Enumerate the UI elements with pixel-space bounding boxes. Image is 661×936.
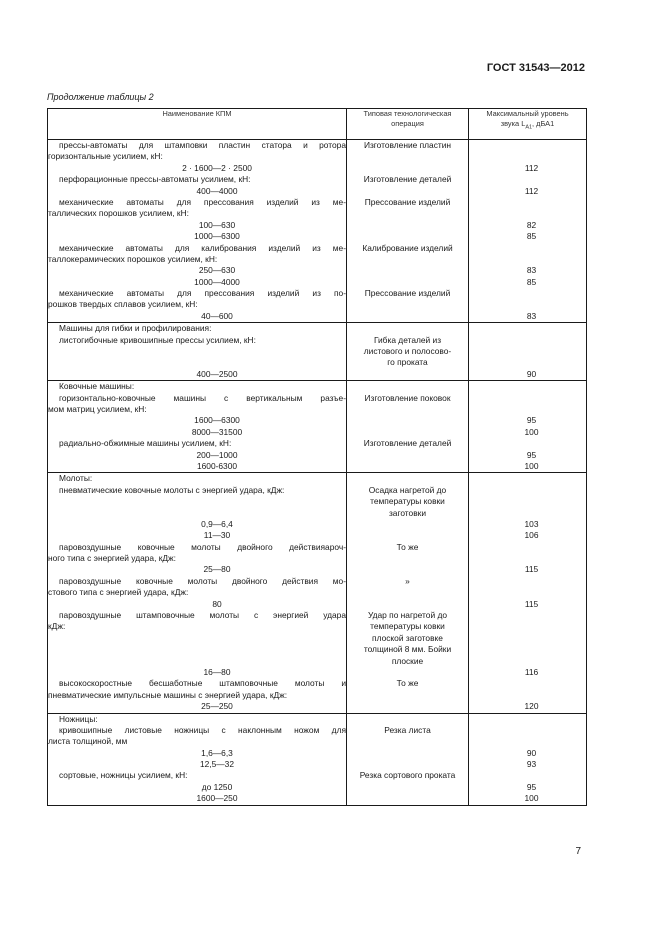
noise-level — [469, 404, 586, 415]
table-header-row — [48, 109, 587, 140]
operation-text — [347, 748, 468, 759]
operation-text — [347, 369, 468, 380]
operation-text — [347, 530, 468, 541]
row-value-range: 1600—6300 — [194, 415, 240, 426]
row-text: горизонтальные усилием, кН: — [48, 151, 163, 162]
group-forging-machines-operations — [347, 381, 469, 473]
row-text: пневматические ковочные молоты с энергией удара, кДж: — [59, 484, 285, 495]
group-heading: Машины для гибки и профилирования: — [59, 323, 212, 334]
row-text: радиально-обжимные машины усилием, кН: — [59, 438, 232, 449]
header-kpm-name: Наименование КПМ — [48, 109, 347, 140]
operation-text — [347, 701, 468, 712]
group-shears-noise — [469, 713, 587, 805]
noise-level: 112 — [524, 162, 539, 173]
noise-level: 116 — [524, 666, 539, 677]
operation-text — [347, 299, 468, 310]
header-operation — [347, 109, 469, 140]
operation-text — [347, 220, 468, 231]
row-text: перфорационные прессы-автоматы усилием, кН: — [59, 174, 251, 185]
noise-level: 115 — [524, 564, 539, 575]
operation-text — [347, 208, 468, 219]
operation-text: Изготовление деталей — [363, 174, 452, 185]
group-presses-automats-operations — [347, 140, 469, 323]
row-text — [48, 644, 346, 655]
row-text: кДж: — [48, 621, 66, 632]
operation-text — [347, 587, 468, 598]
operation-text — [347, 427, 468, 438]
noise-level — [469, 151, 586, 162]
noise-level — [469, 473, 586, 484]
table-row — [48, 473, 587, 713]
operation-text: Удар по нагретой до — [367, 610, 448, 621]
row-value-range: 40—600 — [201, 310, 233, 321]
row-text: прессы-автоматы для штамповки пластин статора и ротора — [59, 140, 346, 150]
operation-text: плоские — [391, 655, 424, 666]
operation-text — [347, 667, 468, 678]
operation-text — [347, 450, 468, 461]
noise-level: 100 — [524, 793, 539, 804]
row-value-range: 8000—31500 — [191, 426, 243, 437]
row-value-range: 400—4000 — [196, 185, 238, 196]
group-heading: Ножницы: — [59, 713, 98, 724]
noise-level — [469, 656, 586, 667]
row-text: высокоскоростные бесшаботные штамповочные молоты и — [59, 678, 346, 689]
standard-code: ГОСТ 31543—2012 — [486, 62, 585, 74]
operation-text: плоской заготовке — [372, 632, 443, 643]
row-text — [48, 357, 346, 368]
operation-text — [347, 186, 468, 197]
noise-level — [469, 485, 586, 496]
operation-text — [347, 759, 468, 770]
noise-level — [469, 140, 586, 151]
row-text — [48, 496, 346, 507]
operation-text — [347, 782, 468, 793]
row-text: стового типа с энергией удара, кДж: — [48, 587, 189, 598]
group-presses-automats-noise — [469, 140, 587, 323]
row-value-range: 1000—6300 — [194, 231, 240, 242]
row-text: кривошипные листовые ножницы с наклонным ножом для — [59, 724, 346, 735]
row-text: мом матриц усилием, кН: — [48, 403, 147, 414]
noise-level: 85 — [526, 276, 537, 287]
noise-level — [469, 254, 586, 265]
noise-level: 112 — [524, 185, 539, 196]
group-presses-automats-names — [48, 140, 347, 323]
noise-level — [469, 587, 586, 598]
operation-text — [347, 381, 468, 392]
noise-level — [469, 496, 586, 507]
operation-text — [347, 404, 468, 415]
noise-level: 106 — [524, 530, 539, 541]
operation-text — [347, 323, 468, 334]
group-hammers-noise — [469, 473, 587, 713]
noise-level — [469, 357, 586, 368]
operation-text: толщиной 8 мм. Бойки — [363, 644, 452, 655]
row-text — [48, 508, 346, 519]
noise-level — [469, 393, 586, 404]
row-text: таллических порошков усилием, кН: — [48, 208, 189, 219]
group-bending-names — [48, 323, 347, 381]
noise-level — [469, 633, 586, 644]
noise-level — [469, 323, 586, 334]
operation-text — [347, 473, 468, 484]
operation-text: То же — [396, 541, 419, 552]
operation-text — [347, 311, 468, 322]
operation-text — [347, 277, 468, 288]
group-forging-machines-names — [48, 381, 347, 473]
noise-level — [469, 621, 586, 632]
header-operation-line1: Типовая технологическая — [363, 109, 452, 118]
operation-text: Прессование изделий — [364, 288, 451, 299]
operation-text: Осадка нагретой до — [368, 484, 447, 495]
noise-level: 82 — [526, 219, 537, 230]
operation-text — [347, 599, 468, 610]
noise-level: 83 — [526, 265, 537, 276]
noise-level: 90 — [526, 747, 537, 758]
noise-level — [469, 438, 586, 449]
operation-text — [347, 231, 468, 242]
noise-level: 100 — [524, 460, 539, 471]
operation-text — [347, 564, 468, 575]
operation-text — [347, 690, 468, 701]
row-text — [48, 656, 346, 667]
noise-level — [469, 770, 586, 781]
row-value-range: 1600-6300 — [196, 460, 238, 471]
group-hammers-operations — [347, 473, 469, 713]
row-value-range: 16—80 — [203, 666, 231, 677]
operation-text: Изготовление деталей — [363, 438, 452, 449]
table-row — [48, 713, 587, 805]
operation-text: То же — [396, 678, 419, 689]
noise-level — [469, 542, 586, 553]
operation-text: Резка сортового проката — [359, 770, 456, 781]
operation-text: заготовки — [388, 507, 427, 518]
row-text: пневматические импульсные машины с энергией удара, кДж: — [48, 689, 288, 700]
noise-level: 120 — [524, 701, 539, 712]
operation-text: Изготовление поковок — [364, 392, 451, 403]
noise-level: 90 — [526, 368, 537, 379]
table-row — [48, 140, 587, 323]
header-noise-line1: Максимальный уровень — [486, 109, 569, 118]
noise-level — [469, 299, 586, 310]
group-shears-names — [48, 713, 347, 805]
noise-level — [469, 576, 586, 587]
row-text: рошков твердых сплавов усилием, кН: — [48, 299, 198, 310]
row-value-range: 80 — [212, 598, 222, 609]
group-hammers-names — [48, 473, 347, 713]
operation-text — [347, 163, 468, 174]
noise-level — [469, 610, 586, 621]
group-heading: Ковочные машины: — [59, 381, 135, 392]
noise-level — [469, 381, 586, 392]
group-shears-operations — [347, 713, 469, 805]
row-value-range: 25—250 — [201, 701, 233, 712]
noise-level — [469, 678, 586, 689]
group-forging-machines-noise — [469, 381, 587, 473]
noise-level: 93 — [526, 759, 537, 770]
noise-level — [469, 174, 586, 185]
row-text — [48, 633, 346, 644]
noise-level — [469, 714, 586, 725]
row-value-range: 1600—250 — [196, 793, 238, 804]
operation-text: » — [405, 575, 410, 586]
operation-text: Резка листа — [384, 724, 431, 735]
operation-text — [347, 519, 468, 530]
noise-level — [469, 644, 586, 655]
noise-level — [469, 288, 586, 299]
operation-text — [347, 265, 468, 276]
operation-text — [347, 151, 468, 162]
header-operation-line2: операция — [391, 119, 424, 128]
noise-level — [469, 346, 586, 357]
row-text: таллокерамических порошков усилием, кН: — [48, 253, 218, 264]
header-noise-sub: A1 — [525, 124, 533, 131]
noise-level: 95 — [526, 781, 537, 792]
row-value-range: 12,5—32 — [200, 759, 234, 770]
operation-text — [347, 736, 468, 747]
row-text: паровоздушные ковочные молоты двойного действия мо- — [59, 575, 346, 586]
row-value-range: 1,6—6,3 — [201, 747, 233, 758]
header-max-noise — [469, 109, 587, 140]
row-text: листогибочные кривошипные прессы усилием, кН: — [59, 334, 256, 345]
operation-text: Гибка деталей из — [373, 334, 442, 345]
row-text: паровоздушные ковочные молоты двойного действияароч- — [59, 541, 346, 552]
operation-text: температуры ковки — [370, 496, 445, 507]
operation-text — [347, 793, 468, 804]
table-row — [48, 323, 587, 381]
operation-text: Прессование изделий — [364, 196, 451, 207]
row-value-range: 200—1000 — [196, 449, 238, 460]
header-noise-prefix: звука L — [500, 119, 526, 128]
group-heading: Молоты: — [59, 473, 93, 484]
row-text: ного типа с энергией удара, кДж: — [48, 553, 176, 564]
noise-level: 95 — [526, 415, 537, 426]
header-noise-suffix: , дБА1 — [532, 119, 555, 128]
group-bending-noise — [469, 323, 587, 381]
page-number: 7 — [575, 846, 581, 857]
row-value-range: 100—630 — [198, 219, 236, 230]
operation-text: листового и полосово- — [363, 346, 452, 357]
noise-level: 85 — [526, 231, 537, 242]
row-value-range: 400—2500 — [196, 368, 238, 379]
kpm-noise-table — [47, 108, 587, 806]
table-row — [48, 381, 587, 473]
operation-text: Изготовление пластин — [363, 140, 452, 150]
noise-level — [469, 725, 586, 736]
noise-level: 115 — [524, 598, 539, 609]
noise-level: 100 — [524, 426, 539, 437]
noise-level — [469, 553, 586, 564]
operation-text — [347, 461, 468, 472]
operation-text — [347, 553, 468, 564]
group-bending-operations — [347, 323, 469, 381]
noise-level — [469, 208, 586, 219]
row-text: сортовые, ножницы усилием, кН: — [59, 770, 188, 781]
operation-text: Калибрование изделий — [362, 242, 453, 253]
row-text: механические автоматы для прессования изделий из по- — [59, 288, 346, 299]
noise-level: 103 — [524, 518, 539, 529]
row-value-range: 2 · 1600—2 · 2500 — [182, 162, 252, 173]
noise-level — [469, 508, 586, 519]
table-caption: Продолжение таблицы 2 — [47, 92, 154, 102]
row-value-range: 1000—4000 — [194, 276, 240, 287]
noise-level — [469, 690, 586, 701]
row-value-range: 250—630 — [198, 265, 236, 276]
row-text: механические автоматы для калибрования изделий из ме- — [59, 242, 346, 253]
row-text: листа толщиной, мм — [48, 736, 128, 747]
noise-level — [469, 335, 586, 346]
row-text: механические автоматы для прессования изделий из ме- — [59, 196, 346, 207]
operation-text — [347, 415, 468, 426]
row-text: паровоздушные штамповочные молоты с энергией удара — [59, 610, 346, 621]
row-value-range: 11—30 — [203, 530, 231, 541]
row-text — [48, 346, 346, 357]
operation-text — [347, 714, 468, 725]
row-value-range: 0,9—6,4 — [201, 518, 233, 529]
row-value-range: до 1250 — [201, 781, 233, 792]
noise-level — [469, 197, 586, 208]
noise-level: 95 — [526, 449, 537, 460]
operation-text: температуры ковки — [370, 621, 445, 632]
row-value-range: 25—80 — [203, 564, 231, 575]
noise-level — [469, 243, 586, 254]
operation-text — [347, 254, 468, 265]
noise-level — [469, 736, 586, 747]
operation-text: го проката — [387, 357, 428, 368]
row-text: горизонтально-ковочные машины с вертикальным разъе- — [59, 392, 346, 403]
noise-level: 83 — [526, 310, 537, 321]
